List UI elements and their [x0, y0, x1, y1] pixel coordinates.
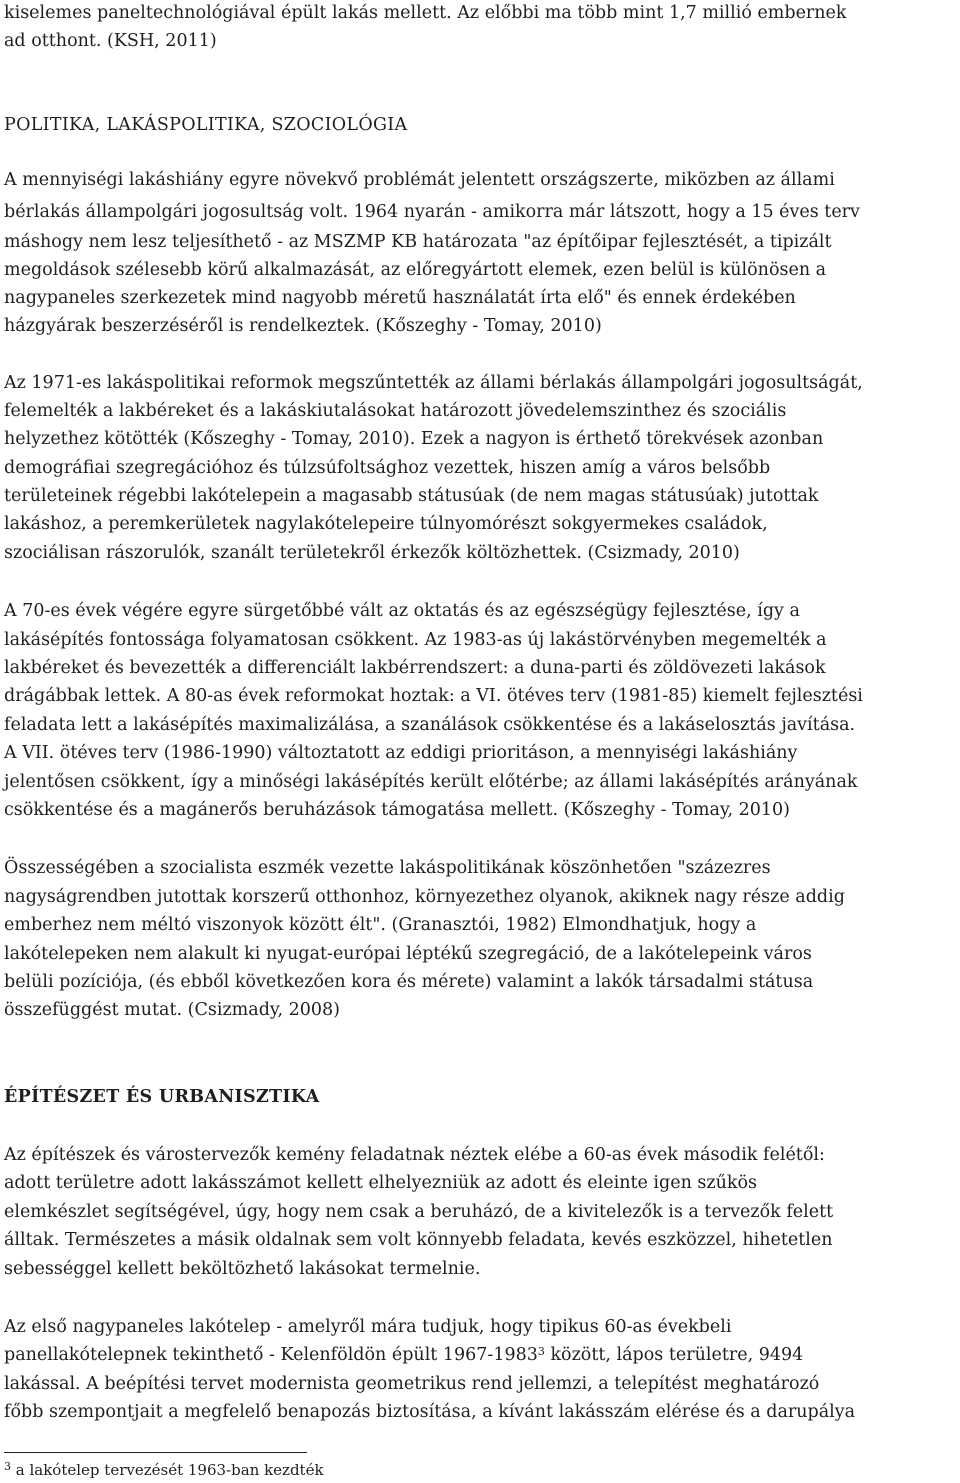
paragraph-line: álltak. Természetes a másik oldalnak sem volt könnyebb feladata, kevés eszközzel, hihetetlen [4, 1230, 833, 1250]
paragraph-line: A 70-es évek végére egyre sürgetőbbé vált az oktatás és az egészségügy fejlesztése, így a [4, 601, 800, 621]
text-span: panellakótelepnek tekinthető - Kelenföldön épült 1967-1983 [4, 1345, 538, 1365]
paragraph-line: lakbéreket és bevezették a differenciált lakbérrendszert: a duna-parti és zöldövezeti lakások [4, 658, 826, 678]
footnote-text: a lakótelep tervezését 1963-ban kezdték [11, 1461, 324, 1479]
paragraph-line: főbb szempontjait a megfelelő benapozás biztosítása, a kívánt lakásszám elérése és a darupálya [4, 1402, 856, 1422]
paragraph-line: demográfiai szegregációhoz és túlzsúfoltsághoz vezettek, hiszen amíg a város belsőbb [4, 458, 771, 478]
paragraph-line: összefüggést mutat. (Csizmady, 2008) [4, 1000, 340, 1020]
text-span: között, lápos területre, 9494 [544, 1345, 804, 1365]
intro-line: kiselemes paneltechnológiával épült lakás mellett. Az előbbi ma több mint 1,7 millió embernek [4, 3, 847, 23]
paragraph-line: megoldások szélesebb körű alkalmazását, az előregyártott elemek, ezen belül is különösen a [4, 260, 827, 280]
paragraph-line: feladata lett a lakásépítés maximalizálása, a szanálások csökkentése és a lakáselosztás javítása. [4, 715, 856, 735]
footnote-marker: 3 [4, 1460, 11, 1473]
intro-line: ad otthont. (KSH, 2011) [4, 31, 217, 51]
paragraph-line: házgyárak beszerzéséről is rendelkeztek. (Kőszeghy - Tomay, 2010) [4, 316, 602, 336]
paragraph-line: elemkészlet segítségével, úgy, hogy nem csak a beruházó, de a kivitelezők is a tervezők felett [4, 1202, 834, 1222]
section-heading-epiteszet: ÉPÍTÉSZET ÉS URBANISZTIKA [4, 1087, 320, 1107]
paragraph-line: drágábbak lettek. A 80-as évek reformokat hoztak: a VI. ötéves terv (1981-85) kiemelt fejlesztési [4, 686, 863, 706]
paragraph-line [4, 1342, 803, 1368]
paragraph-line: belüli pozíciója, (és ebből következően kora és mérete) valamint a lakók társadalmi státusa [4, 972, 814, 992]
paragraph-line: területeinek régebbi lakótelepein a magasabb státusúak (de nem magas státusúak) jutottak [4, 486, 819, 506]
paragraph-line: adott területre adott lakásszámot kellett elhelyezniük az adott és eleinte igen szűkös [4, 1173, 758, 1193]
footnote-divider [4, 1452, 307, 1453]
paragraph-line: szociálisan rászorulók, szanált területekről érkezők költözhettek. (Csizmady, 2010) [4, 543, 740, 563]
paragraph-line: lakásépítés fontossága folyamatosan csökkent. Az 1983-as új lakástörvényben megemelték a [4, 630, 827, 650]
paragraph-line: lakáshoz, a peremkerületek nagylakótelepeire túlnyomórészt sokgyermekes családok, [4, 514, 768, 534]
section-heading-politika: POLITIKA, LAKÁSPOLITIKA, SZOCIOLÓGIA [4, 115, 408, 135]
paragraph-line: Összességében a szocialista eszmék vezette lakáspolitikának köszönhetően "százezres [4, 858, 771, 878]
paragraph-line: bérlakás állampolgári jogosultság volt. 1964 nyarán - amikorra már látszott, hogy a 15 éves terv [4, 202, 860, 222]
paragraph-line: felemelték a lakbéreket és a lakáskiutalásokat határozott jövedelemszinthez és szociális [4, 401, 787, 421]
paragraph-line: lakótelepeken nem alakult ki nyugat-európai léptékű szegregáció, de a lakótelepeink város [4, 944, 812, 964]
paragraph-line: Az első nagypaneles lakótelep - amelyről mára tudjuk, hogy tipikus 60-as évekbeli [4, 1317, 732, 1337]
paragraph-line: helyzethez kötötték (Kőszeghy - Tomay, 2010). Ezek a nagyon is érthető törekvések azonban [4, 429, 824, 449]
footnote-reference[interactable]: 3 [537, 1345, 545, 1358]
paragraph-line: emberhez nem méltó viszonyok között élt". (Granasztói, 1982) Elmondhatjuk, hogy a [4, 915, 757, 935]
paragraph-line: A VII. ötéves terv (1986-1990) változtatott az eddigi prioritáson, a mennyiségi lakáshiány [4, 743, 798, 763]
footnote [4, 1459, 324, 1481]
paragraph-line: jelentősen csökkent, így a minőségi lakásépítés került előtérbe; az állami lakásépítés arányának [4, 772, 858, 792]
paragraph-line: csökkentése és a magánerős beruházások támogatása mellett. (Kőszeghy - Tomay, 2010) [4, 800, 790, 820]
paragraph-line: nagyságrendben jutottak korszerű otthonhoz, környezethez olyanok, akiknek nagy része addig [4, 887, 845, 907]
paragraph-line: lakással. A beépítési tervet modernista geometrikus rend jellemzi, a telepítést meghatározó [4, 1374, 820, 1394]
paragraph-line: Az 1971-es lakáspolitikai reformok megszűntették az állami bérlakás állampolgári jogosultságát, [4, 373, 863, 393]
paragraph-line: A mennyiségi lakáshiány egyre növekvő problémát jelentett országszerte, miközben az állami [4, 170, 835, 190]
paragraph-line: nagypaneles szerkezetek mind nagyobb méretű használatát írta elő" és ennek érdekében [4, 288, 796, 308]
paragraph-line: Az építészek és várostervezők kemény feladatnak néztek elébe a 60-as évek második felétől: [4, 1145, 825, 1165]
paragraph-line: sebességgel kellett beköltözhető lakásokat termelnie. [4, 1259, 481, 1279]
paragraph-line: máshogy nem lesz teljesíthető - az MSZMP KB határozata "az építőipar fejlesztését, a tipizált [4, 232, 832, 252]
